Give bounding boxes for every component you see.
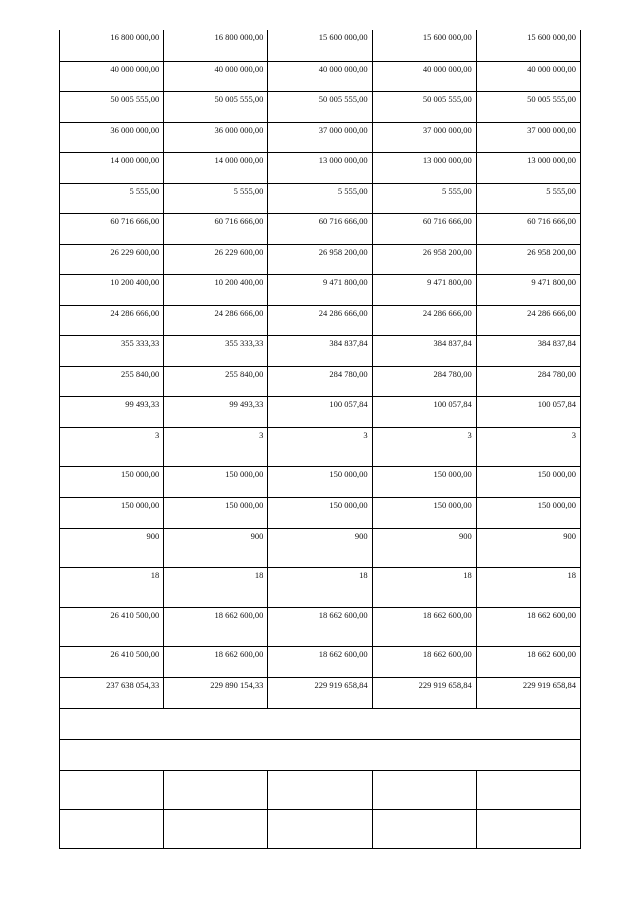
- table-cell: 150 000,00: [372, 466, 476, 497]
- table-row: [60, 607, 581, 646]
- table-cell: 150 000,00: [476, 497, 580, 528]
- table-cell: 900: [268, 528, 372, 567]
- table-cell: 150 000,00: [268, 466, 372, 497]
- empty-cell: [164, 809, 268, 848]
- table-cell: 26 958 200,00: [476, 244, 580, 274]
- table-cell: 100 057,84: [268, 396, 372, 427]
- table-cell: 40 000 000,00: [164, 61, 268, 91]
- merged-row: [60, 708, 581, 739]
- table-cell: 40 000 000,00: [372, 61, 476, 91]
- table-row: [60, 305, 581, 335]
- table-cell: 60 716 666,00: [268, 213, 372, 244]
- table-cell: 900: [60, 528, 164, 567]
- table-cell: 18: [476, 567, 580, 607]
- table-row: [60, 61, 581, 91]
- table-row: [60, 427, 581, 466]
- table-cell: 900: [476, 528, 580, 567]
- table-cell: 26 229 600,00: [164, 244, 268, 274]
- table-cell: 10 200 400,00: [164, 274, 268, 305]
- table-cell: 18: [372, 567, 476, 607]
- table-row: [60, 497, 581, 528]
- table-cell: 24 286 666,00: [372, 305, 476, 335]
- table-cell: 5 555,00: [372, 183, 476, 213]
- table-cell: 26 229 600,00: [60, 244, 164, 274]
- table-cell: 40 000 000,00: [60, 61, 164, 91]
- table-cell: 99 493,33: [164, 396, 268, 427]
- table-cell: 384 837,84: [268, 335, 372, 366]
- table-cell: 3: [372, 427, 476, 466]
- empty-cell: [164, 770, 268, 809]
- table-cell: 900: [164, 528, 268, 567]
- table-row: [60, 213, 581, 244]
- table-cell: 99 493,33: [60, 396, 164, 427]
- table-cell: 40 000 000,00: [476, 61, 580, 91]
- table-cell: 229 890 154,33: [164, 677, 268, 708]
- table-cell: 100 057,84: [476, 396, 580, 427]
- merged-row: [60, 739, 581, 770]
- table-row: [60, 677, 581, 708]
- table-cell: 14 000 000,00: [60, 152, 164, 183]
- table-cell: 24 286 666,00: [60, 305, 164, 335]
- table-cell: 26 958 200,00: [372, 244, 476, 274]
- empty-cell: [268, 809, 372, 848]
- empty-row: [60, 809, 581, 848]
- table-cell: 16 800 000,00: [164, 30, 268, 61]
- table-row: [60, 91, 581, 122]
- table-row: [60, 528, 581, 567]
- table-cell: 150 000,00: [476, 466, 580, 497]
- table-cell: 150 000,00: [60, 497, 164, 528]
- table-row: [60, 335, 581, 366]
- table-row: [60, 183, 581, 213]
- table-cell: 18: [268, 567, 372, 607]
- table-cell: 18 662 600,00: [268, 646, 372, 677]
- table-cell: 9 471 800,00: [476, 274, 580, 305]
- table-row: [60, 396, 581, 427]
- table-cell: 18 662 600,00: [476, 607, 580, 646]
- table-row: [60, 244, 581, 274]
- table-cell: 50 005 555,00: [476, 91, 580, 122]
- table-cell: 50 005 555,00: [60, 91, 164, 122]
- table-cell: 255 840,00: [60, 366, 164, 396]
- table-cell: 284 780,00: [476, 366, 580, 396]
- empty-cell: [476, 770, 580, 809]
- table-cell: 5 555,00: [164, 183, 268, 213]
- table-cell: 60 716 666,00: [476, 213, 580, 244]
- table-cell: 150 000,00: [372, 497, 476, 528]
- table-cell: 15 600 000,00: [476, 30, 580, 61]
- table-cell: 100 057,84: [372, 396, 476, 427]
- table-cell: 15 600 000,00: [268, 30, 372, 61]
- table-cell: 229 919 658,84: [372, 677, 476, 708]
- table-row: [60, 30, 581, 61]
- merged-cell: [60, 739, 581, 770]
- table-cell: 150 000,00: [164, 466, 268, 497]
- table-cell: 3: [268, 427, 372, 466]
- table-row: [60, 466, 581, 497]
- empty-cell: [268, 770, 372, 809]
- table-cell: 40 000 000,00: [268, 61, 372, 91]
- table-cell: 150 000,00: [164, 497, 268, 528]
- table-cell: 284 780,00: [372, 366, 476, 396]
- table-body: [60, 30, 581, 848]
- table-cell: 5 555,00: [60, 183, 164, 213]
- empty-cell: [372, 809, 476, 848]
- table-cell: 3: [60, 427, 164, 466]
- table-row: [60, 122, 581, 152]
- table-cell: 10 200 400,00: [60, 274, 164, 305]
- table-cell: 355 333,33: [164, 335, 268, 366]
- table-cell: 150 000,00: [268, 497, 372, 528]
- table-cell: 384 837,84: [372, 335, 476, 366]
- empty-cell: [60, 770, 164, 809]
- table-cell: 24 286 666,00: [268, 305, 372, 335]
- table-cell: 284 780,00: [268, 366, 372, 396]
- empty-cell: [372, 770, 476, 809]
- table-cell: 36 000 000,00: [164, 122, 268, 152]
- table-cell: 18 662 600,00: [372, 646, 476, 677]
- table-cell: 37 000 000,00: [372, 122, 476, 152]
- table-cell: 5 555,00: [268, 183, 372, 213]
- table-cell: 60 716 666,00: [60, 213, 164, 244]
- table-cell: 36 000 000,00: [60, 122, 164, 152]
- table-cell: 18 662 600,00: [268, 607, 372, 646]
- table-cell: 24 286 666,00: [476, 305, 580, 335]
- table-cell: 15 600 000,00: [372, 30, 476, 61]
- data-table: [59, 30, 581, 849]
- table-row: [60, 152, 581, 183]
- table-row: [60, 274, 581, 305]
- table-cell: 18 662 600,00: [164, 607, 268, 646]
- table-cell: 18: [60, 567, 164, 607]
- merged-cell: [60, 708, 581, 739]
- table-cell: 26 410 500,00: [60, 646, 164, 677]
- table-cell: 237 638 054,33: [60, 677, 164, 708]
- table-cell: 229 919 658,84: [476, 677, 580, 708]
- table-cell: 26 410 500,00: [60, 607, 164, 646]
- table-cell: 150 000,00: [60, 466, 164, 497]
- table-cell: 37 000 000,00: [476, 122, 580, 152]
- table-cell: 3: [164, 427, 268, 466]
- table-cell: 13 000 000,00: [476, 152, 580, 183]
- table-cell: 50 005 555,00: [372, 91, 476, 122]
- table-cell: 24 286 666,00: [164, 305, 268, 335]
- table-cell: 229 919 658,84: [268, 677, 372, 708]
- table-cell: 9 471 800,00: [372, 274, 476, 305]
- table-cell: 60 716 666,00: [164, 213, 268, 244]
- table-cell: 37 000 000,00: [268, 122, 372, 152]
- table-cell: 18 662 600,00: [476, 646, 580, 677]
- empty-cell: [60, 809, 164, 848]
- table-cell: 9 471 800,00: [268, 274, 372, 305]
- table-row: [60, 567, 581, 607]
- table-cell: 18: [164, 567, 268, 607]
- table-cell: 255 840,00: [164, 366, 268, 396]
- table-cell: 5 555,00: [476, 183, 580, 213]
- table-cell: 50 005 555,00: [164, 91, 268, 122]
- table-cell: 900: [372, 528, 476, 567]
- table-cell: 50 005 555,00: [268, 91, 372, 122]
- empty-row: [60, 770, 581, 809]
- table-row: [60, 646, 581, 677]
- table-cell: 13 000 000,00: [268, 152, 372, 183]
- table-cell: 13 000 000,00: [372, 152, 476, 183]
- table-cell: 18 662 600,00: [372, 607, 476, 646]
- table-cell: 26 958 200,00: [268, 244, 372, 274]
- table-row: [60, 366, 581, 396]
- table-cell: 384 837,84: [476, 335, 580, 366]
- empty-cell: [476, 809, 580, 848]
- table-cell: 18 662 600,00: [164, 646, 268, 677]
- table-cell: 60 716 666,00: [372, 213, 476, 244]
- table-cell: 3: [476, 427, 580, 466]
- table-cell: 355 333,33: [60, 335, 164, 366]
- table-cell: 14 000 000,00: [164, 152, 268, 183]
- table-cell: 16 800 000,00: [60, 30, 164, 61]
